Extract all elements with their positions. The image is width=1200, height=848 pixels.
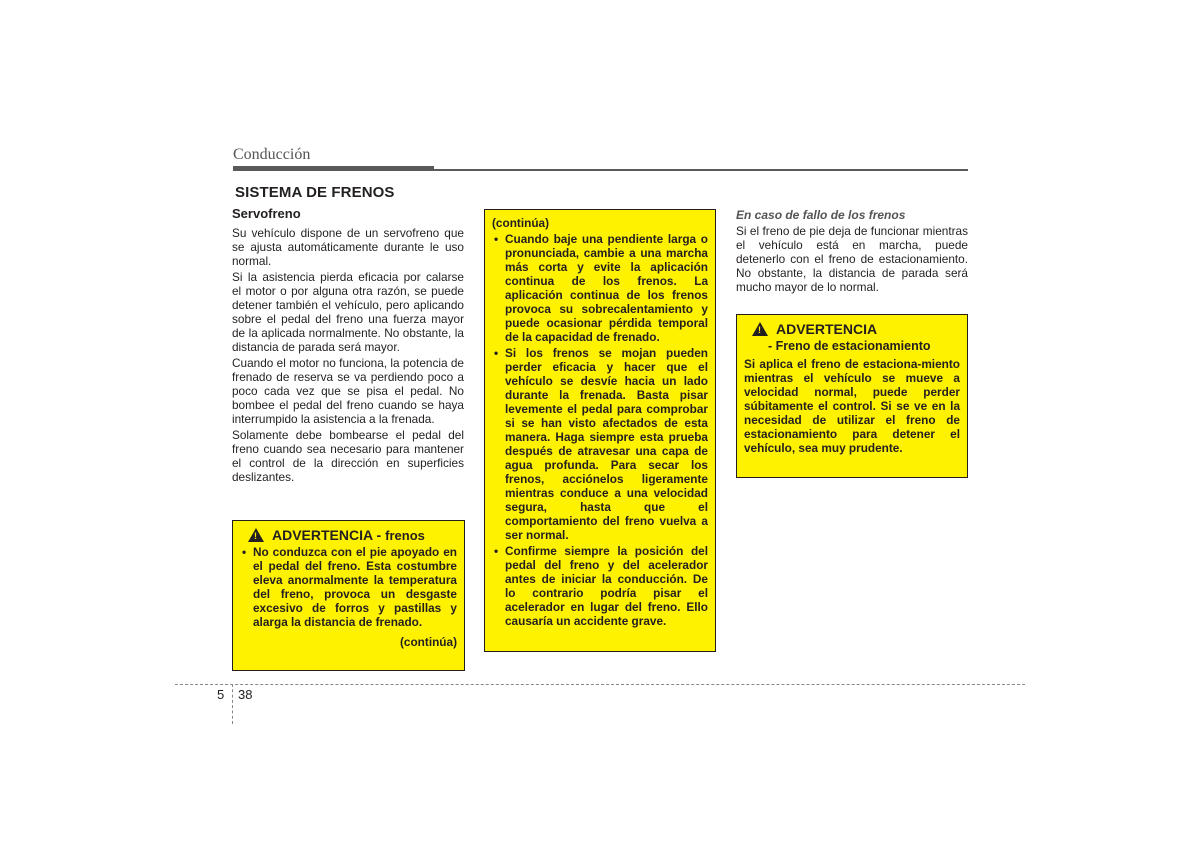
warning-title-sub: frenos [385, 527, 425, 543]
warning-triangle-icon [248, 528, 264, 542]
warning-triangle-icon [752, 322, 768, 336]
warning-list [492, 232, 708, 628]
warning-text: Si aplica el freno de estaciona-miento mientras el vehículo se mueve a velocidad normal, puede perder súbitamente el control. Si se ve en la necesidad de utilizar el freno de estacionamiento para detener el vehículo, sea muy prudente. [744, 357, 960, 455]
page-number: 38 [238, 687, 253, 702]
paragraph: Su vehículo dispone de un servofreno que se ajusta automáticamente durante le uso normal. [232, 226, 464, 268]
warning-title-text: ADVERTENCIA [776, 321, 878, 337]
paragraph: Si la asistencia pierda eficacia por calarse el motor o por alguna otra razón, se puede detener también el vehículo, pero aplicando sobre el pedal del freno una fuerza mayor de la aplicada normalmente. No obstante, la distancia de parada será mayor. [232, 270, 464, 354]
warning-box-parking-brake [736, 314, 968, 478]
warning-title [240, 527, 457, 543]
paragraph: Si el freno de pie deja de funcionar mientras el vehículo está en marcha, puede detenerlo con el freno de estacionamiento. No obstante, la distancia de parada será mucho mayor de lo normal. [736, 224, 968, 294]
warning-subtitle: - Freno de estacionamiento [768, 339, 931, 353]
list-item: • No conduzca con el pie apoyado en el pedal del freno. Esta costumbre eleva anormalmente la temperatura del freno, provoca un desgaste excesivo de forros y pastillas y alarga la distancia de frenado. [240, 545, 457, 629]
paragraph: Cuando el motor no funciona, la potencia de frenado de reserva se va perdiendo poco a poco cada vez que se pisa el pedal. No bombee el pedal del freno cuando se haya interrumpido la asistencia a la frenada. [232, 356, 464, 426]
continued-label: (continúa) [399, 635, 457, 649]
list-item: • Cuando baje una pendiente larga o pronunciada, cambie a una marcha más corta y evite la aplicación continua de los frenos. La aplicación continua de los frenos provoca su sobrecalentamiento y puede ocasionar pérdida temporal de la capacidad de frenado. [492, 232, 708, 344]
warning-title-text: ADVERTENCIA - [272, 527, 382, 543]
continued-label: (continúa) [492, 216, 550, 230]
list-item: • Confirme siempre la posición del pedal del freno y del acelerador antes de iniciar la conducción. De lo contrario podría pisar el acelerador en lugar del freno. Ello causaría un accidente grave. [492, 544, 708, 628]
page-header-title: Conducción [233, 146, 311, 163]
footer-divider [232, 684, 233, 724]
warning-list [240, 545, 457, 629]
warning-box-brakes [232, 520, 465, 671]
header-rule [434, 169, 968, 171]
subhead-brake-failure: En caso de fallo de los frenos [736, 208, 906, 222]
header-bar [233, 166, 434, 171]
column-right [736, 206, 968, 296]
warning-title [744, 321, 960, 337]
column-left [232, 206, 464, 486]
footer-rule [175, 684, 1025, 685]
subhead-servofreno: Servofreno [232, 206, 301, 221]
paragraph: Solamente debe bombearse el pedal del freno cuando sea necesario para mantener el control de la dirección en superficies deslizantes. [232, 428, 464, 484]
section-title: SISTEMA DE FRENOS [235, 184, 395, 201]
warning-box-continued [484, 209, 716, 652]
list-item: • Si los frenos se mojan pueden perder eficacia y hacer que el vehículo se desvíe hacia un lado durante la frenada. Basta pisar levemente el pedal para comprobar si se han visto afectados de esta manera. Haga siempre esta prueba después de atravesar una capa de agua profunda. Para secar los frenos, acciónelos ligeramente mientras conduce a una velocidad segura, hasta que el comportamiento del freno vuelva a ser normal. [492, 346, 708, 542]
chapter-number: 5 [217, 687, 225, 702]
